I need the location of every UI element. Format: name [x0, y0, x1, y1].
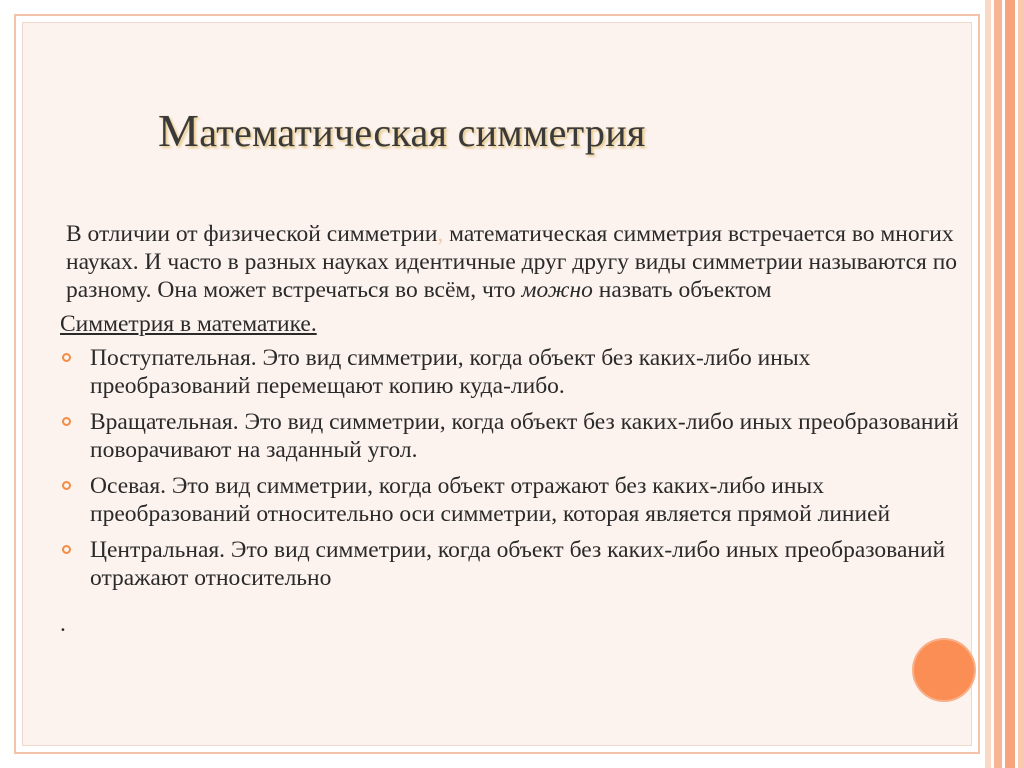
- decorative-stripes: [980, 0, 1024, 768]
- trailing-dot: .: [60, 611, 66, 637]
- bullet-circle-icon: [62, 545, 71, 554]
- list-item: [60, 344, 960, 400]
- bullet-circle-icon: [62, 417, 71, 426]
- decorative-circle: [914, 640, 974, 700]
- intro-text-3: назвать объектом: [592, 277, 772, 303]
- list-item: [60, 536, 960, 592]
- intro-paragraph: [60, 220, 960, 304]
- intro-text-1: В отличии от физической симметрии: [66, 221, 438, 247]
- intro-italic: можно: [521, 277, 593, 303]
- subheading: Симметрия в математике.: [60, 311, 317, 337]
- stripe: [1018, 0, 1024, 768]
- list-item-text: Центральная. Это вид симметрии, когда объект без каких-либо иных преобразований отражают относительно: [90, 537, 946, 591]
- list-item-text: Поступательная. Это вид симметрии, когда объект без каких-либо иных преобразований перемещают копию куда-либо.: [90, 345, 811, 399]
- list-item-text: Осевая. Это вид симметрии, когда объект отражают без каких-либо иных преобразований относительно оси симметрии, которая является прямой линией: [90, 473, 891, 527]
- slide-body: [60, 220, 960, 690]
- list-item: [60, 472, 960, 528]
- stripe: [994, 0, 1002, 768]
- intro-text-2: математическая симметрия встречается во многих науках. И часто в разных науках идентичные друг другу виды симметрии называются по разному. Она может встречаться во всём, что: [66, 221, 958, 303]
- title-initial: М: [158, 105, 200, 156]
- title-rest: атематическая симметрия: [199, 110, 646, 155]
- bullet-circle-icon: [62, 353, 71, 362]
- list-item-text: Вращательная. Это вид симметрии, когда объект без каких-либо иных преобразований поворачивают на заданный угол.: [90, 409, 959, 463]
- slide-title: [158, 104, 858, 164]
- bullet-circle-icon: [62, 481, 71, 490]
- list-item: [60, 408, 960, 464]
- stripe: [1005, 0, 1015, 768]
- intro-faint-mark: ,: [437, 221, 444, 247]
